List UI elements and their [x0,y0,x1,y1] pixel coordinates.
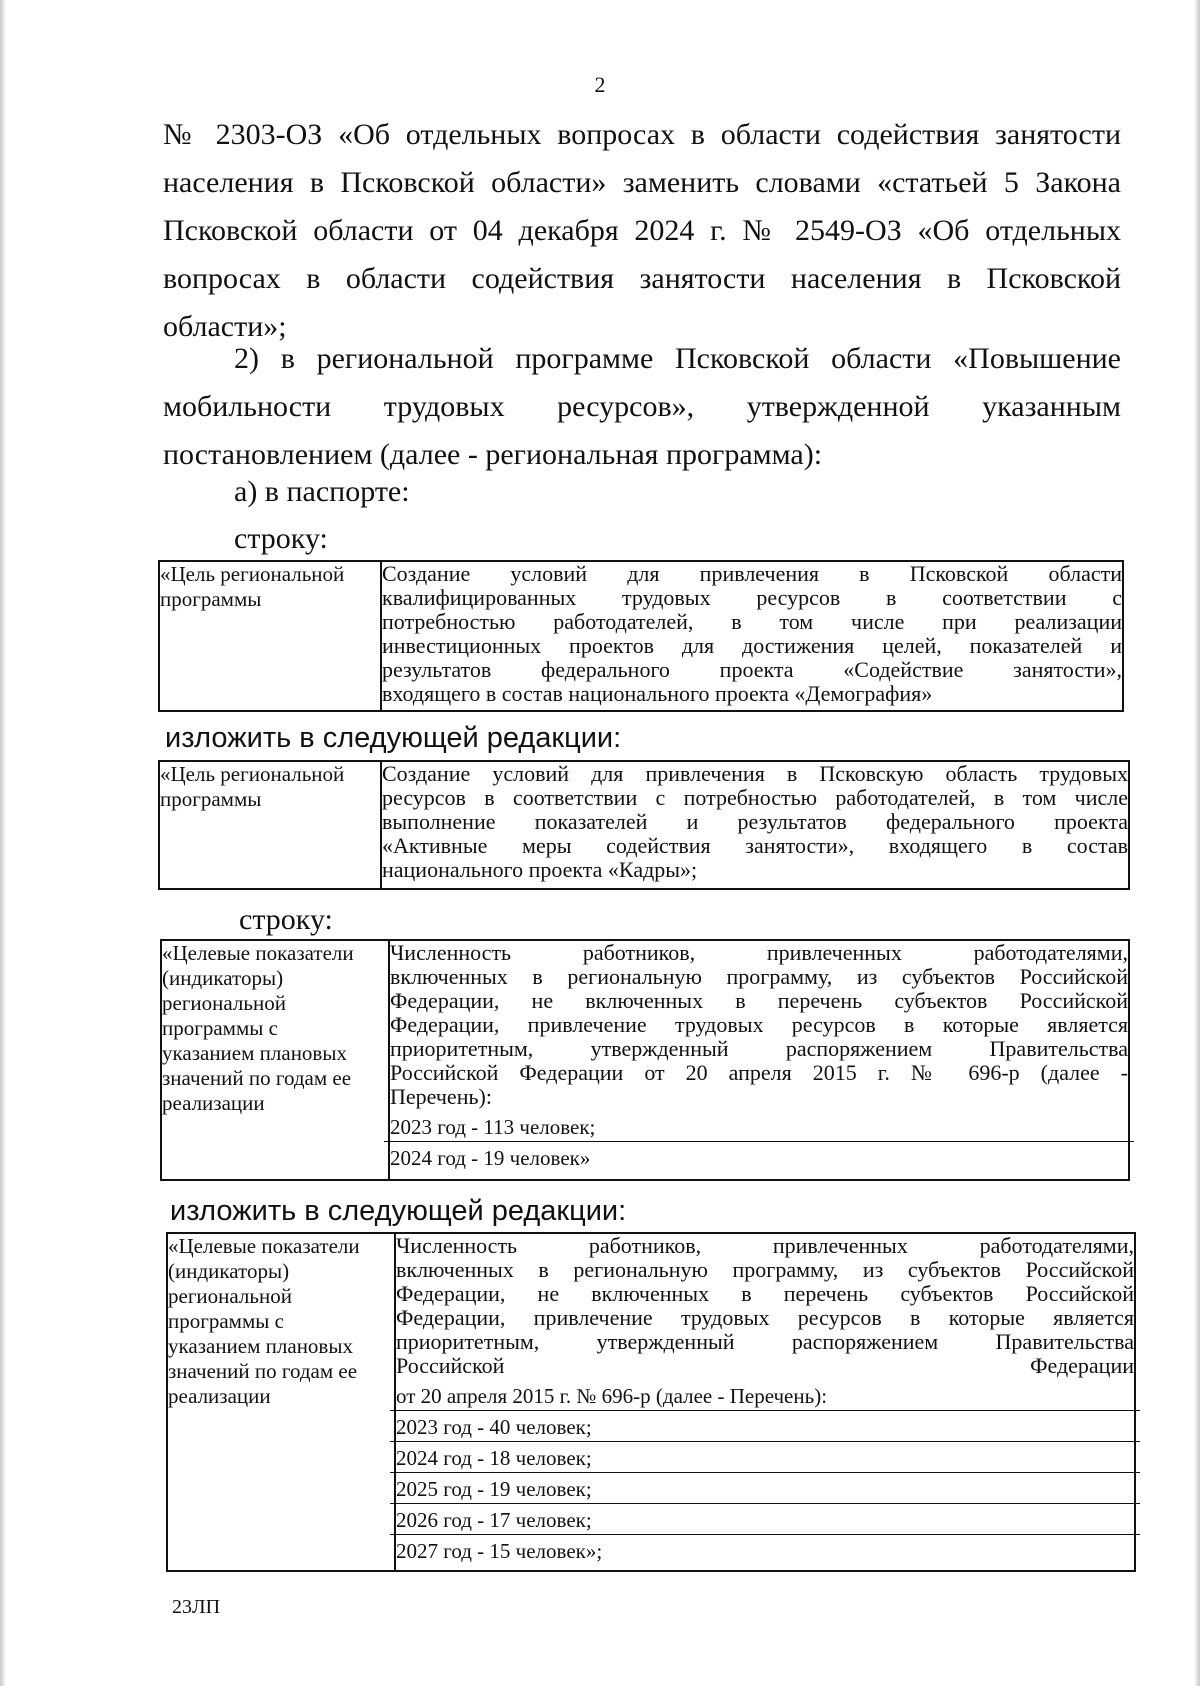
cell-line: указанием плановых [168,1334,353,1358]
intro-line: населения в Псковской области» заменить словами «статьей 5 Закона [163,166,1121,199]
intro-line: № 2303-ОЗ «Об отдельных вопросах в области содействия занятости [163,118,1121,151]
cell-line: Создание условий для привлечения в Псковской области [382,561,1122,586]
cell-line: входящего в состав национального проекта «Демография» [382,681,933,706]
table-goal-new-right [381,761,1129,889]
item-2-line: мобильности трудовых ресурсов», утвержденной указанным [163,390,1121,423]
item-2-line: 2) в региональной программе Псковской области «Повышение [234,342,1121,375]
cell-line: региональной [168,1284,292,1308]
year-row: 2023 год - 40 человек; [390,1410,1140,1441]
cell-line: программы [160,587,262,611]
cell-line: (индикаторы) [162,966,284,990]
year-row: 2024 год - 19 человек» [384,1141,1134,1172]
replace-label-2: изложить в следующей редакции: [170,1195,627,1227]
table-targets-old-right [389,940,1129,1180]
cell-line: Федерации, привлечение трудовых ресурсов в которые является [396,1305,1134,1330]
year-row: 2024 год - 18 человек; [390,1441,1140,1472]
scan-edge-right [1194,0,1200,1686]
table-goal-old-left [159,561,381,711]
cell-line: приоритетным, утвержденный распоряжением Правительства [396,1329,1134,1354]
replace-label-1: изложить в следующей редакции: [165,722,622,754]
cell-line: реализации [168,1384,271,1408]
year-row: 2026 год - 17 человек; [390,1503,1140,1534]
cell-line: программы с [168,1309,284,1333]
cell-line: реализации [162,1091,265,1115]
cell-line: инвестиционных проектов для достижения целей, показателей и [382,633,1122,658]
cell-line: региональной [162,991,286,1015]
footer-code: 23ЛП [172,1596,221,1618]
cell-line: значений по годам ее [162,1066,352,1090]
cell-line: Федерации, не включенных в перечень субъектов Российской [396,1281,1134,1306]
cell-line: Перечень): [390,1084,492,1109]
cell-line: «Целевые показатели [168,1234,360,1258]
cell-line: Российской Федерации [396,1353,1134,1378]
cell-line: национального проекта «Кадры»; [382,857,698,882]
table-goal-new-left [159,761,381,889]
cell-line: Российской Федерации от 20 апреля 2015 г. № 696-р (далее - [390,1060,1128,1085]
cell-line: от 20 апреля 2015 г. № 696-р (далее - Перечень): [396,1384,828,1408]
cell-line: потребностью работодателей, в том числе при реализации [382,609,1122,634]
item-2-line: постановлением (далее - региональная программа): [163,438,823,471]
intro-line: Псковской области от 04 декабря 2024 г. № 2549-ОЗ «Об отдельных [163,214,1121,247]
stroku-label-2: строку: [239,903,333,936]
cell-line: приоритетным, утвержденный распоряжением Правительства [390,1036,1128,1061]
stroku-label-1: строку: [234,522,328,555]
intro-line: вопросах в области содействия занятости населения в Псковской [163,262,1121,295]
cell-line: программы [160,787,262,811]
intro-line: области»; [163,310,287,343]
cell-line: квалифицированных трудовых ресурсов в соответствии с [382,585,1122,610]
item-a-label: а) в паспорте: [234,475,410,508]
cell-line: результатов федерального проекта «Содействие занятости», [382,657,1122,682]
cell-line: включенных в региональную программу, из субъектов Российской [396,1257,1134,1282]
year-row: 2027 год - 15 человек»; [390,1534,1140,1565]
cell-line: «Цель региональной [160,762,345,786]
table-targets-old [160,939,1130,1181]
cell-line: «Целевые показатели [162,941,354,965]
scan-edge-left [0,0,6,1686]
cell-line: указанием плановых [162,1041,347,1065]
table-targets-new [166,1232,1136,1572]
year-row: 2025 год - 19 человек; [390,1472,1140,1503]
table-goal-new [158,760,1130,890]
table-targets-new-left [167,1233,395,1571]
table-goal-old [158,560,1124,712]
cell-line: Федерации, не включенных в перечень субъектов Российской [390,988,1128,1013]
cell-line: Численность работников, привлеченных работодателями, [390,940,1128,965]
intro-paragraph [163,111,1121,351]
cell-line: (индикаторы) [168,1259,290,1283]
item-2-paragraph [163,335,1121,479]
cell-line: программы с [162,1016,278,1040]
table-targets-old-left [161,940,389,1180]
year-row: 2023 год - 113 человек; [390,1115,596,1139]
cell-line: выполнение показателей и результатов федерального проекта [382,809,1128,834]
cell-line: «Активные меры содействия занятости», входящего в состав [382,833,1128,858]
cell-line: значений по годам ее [168,1359,358,1383]
cell-line: Создание условий для привлечения в Псковскую область трудовых [382,761,1128,786]
table-goal-old-right [381,561,1123,711]
page-number: 2 [594,72,606,97]
cell-line: ресурсов в соответствии с потребностью работодателей, в том числе [382,785,1128,810]
cell-line: «Цель региональной [160,562,345,586]
cell-line: Численность работников, привлеченных работодателями, [396,1233,1134,1258]
cell-line: Федерации, привлечение трудовых ресурсов в которые является [390,1012,1128,1037]
cell-line: включенных в региональную программу, из субъектов Российской [390,964,1128,989]
table-targets-new-right [395,1233,1135,1571]
